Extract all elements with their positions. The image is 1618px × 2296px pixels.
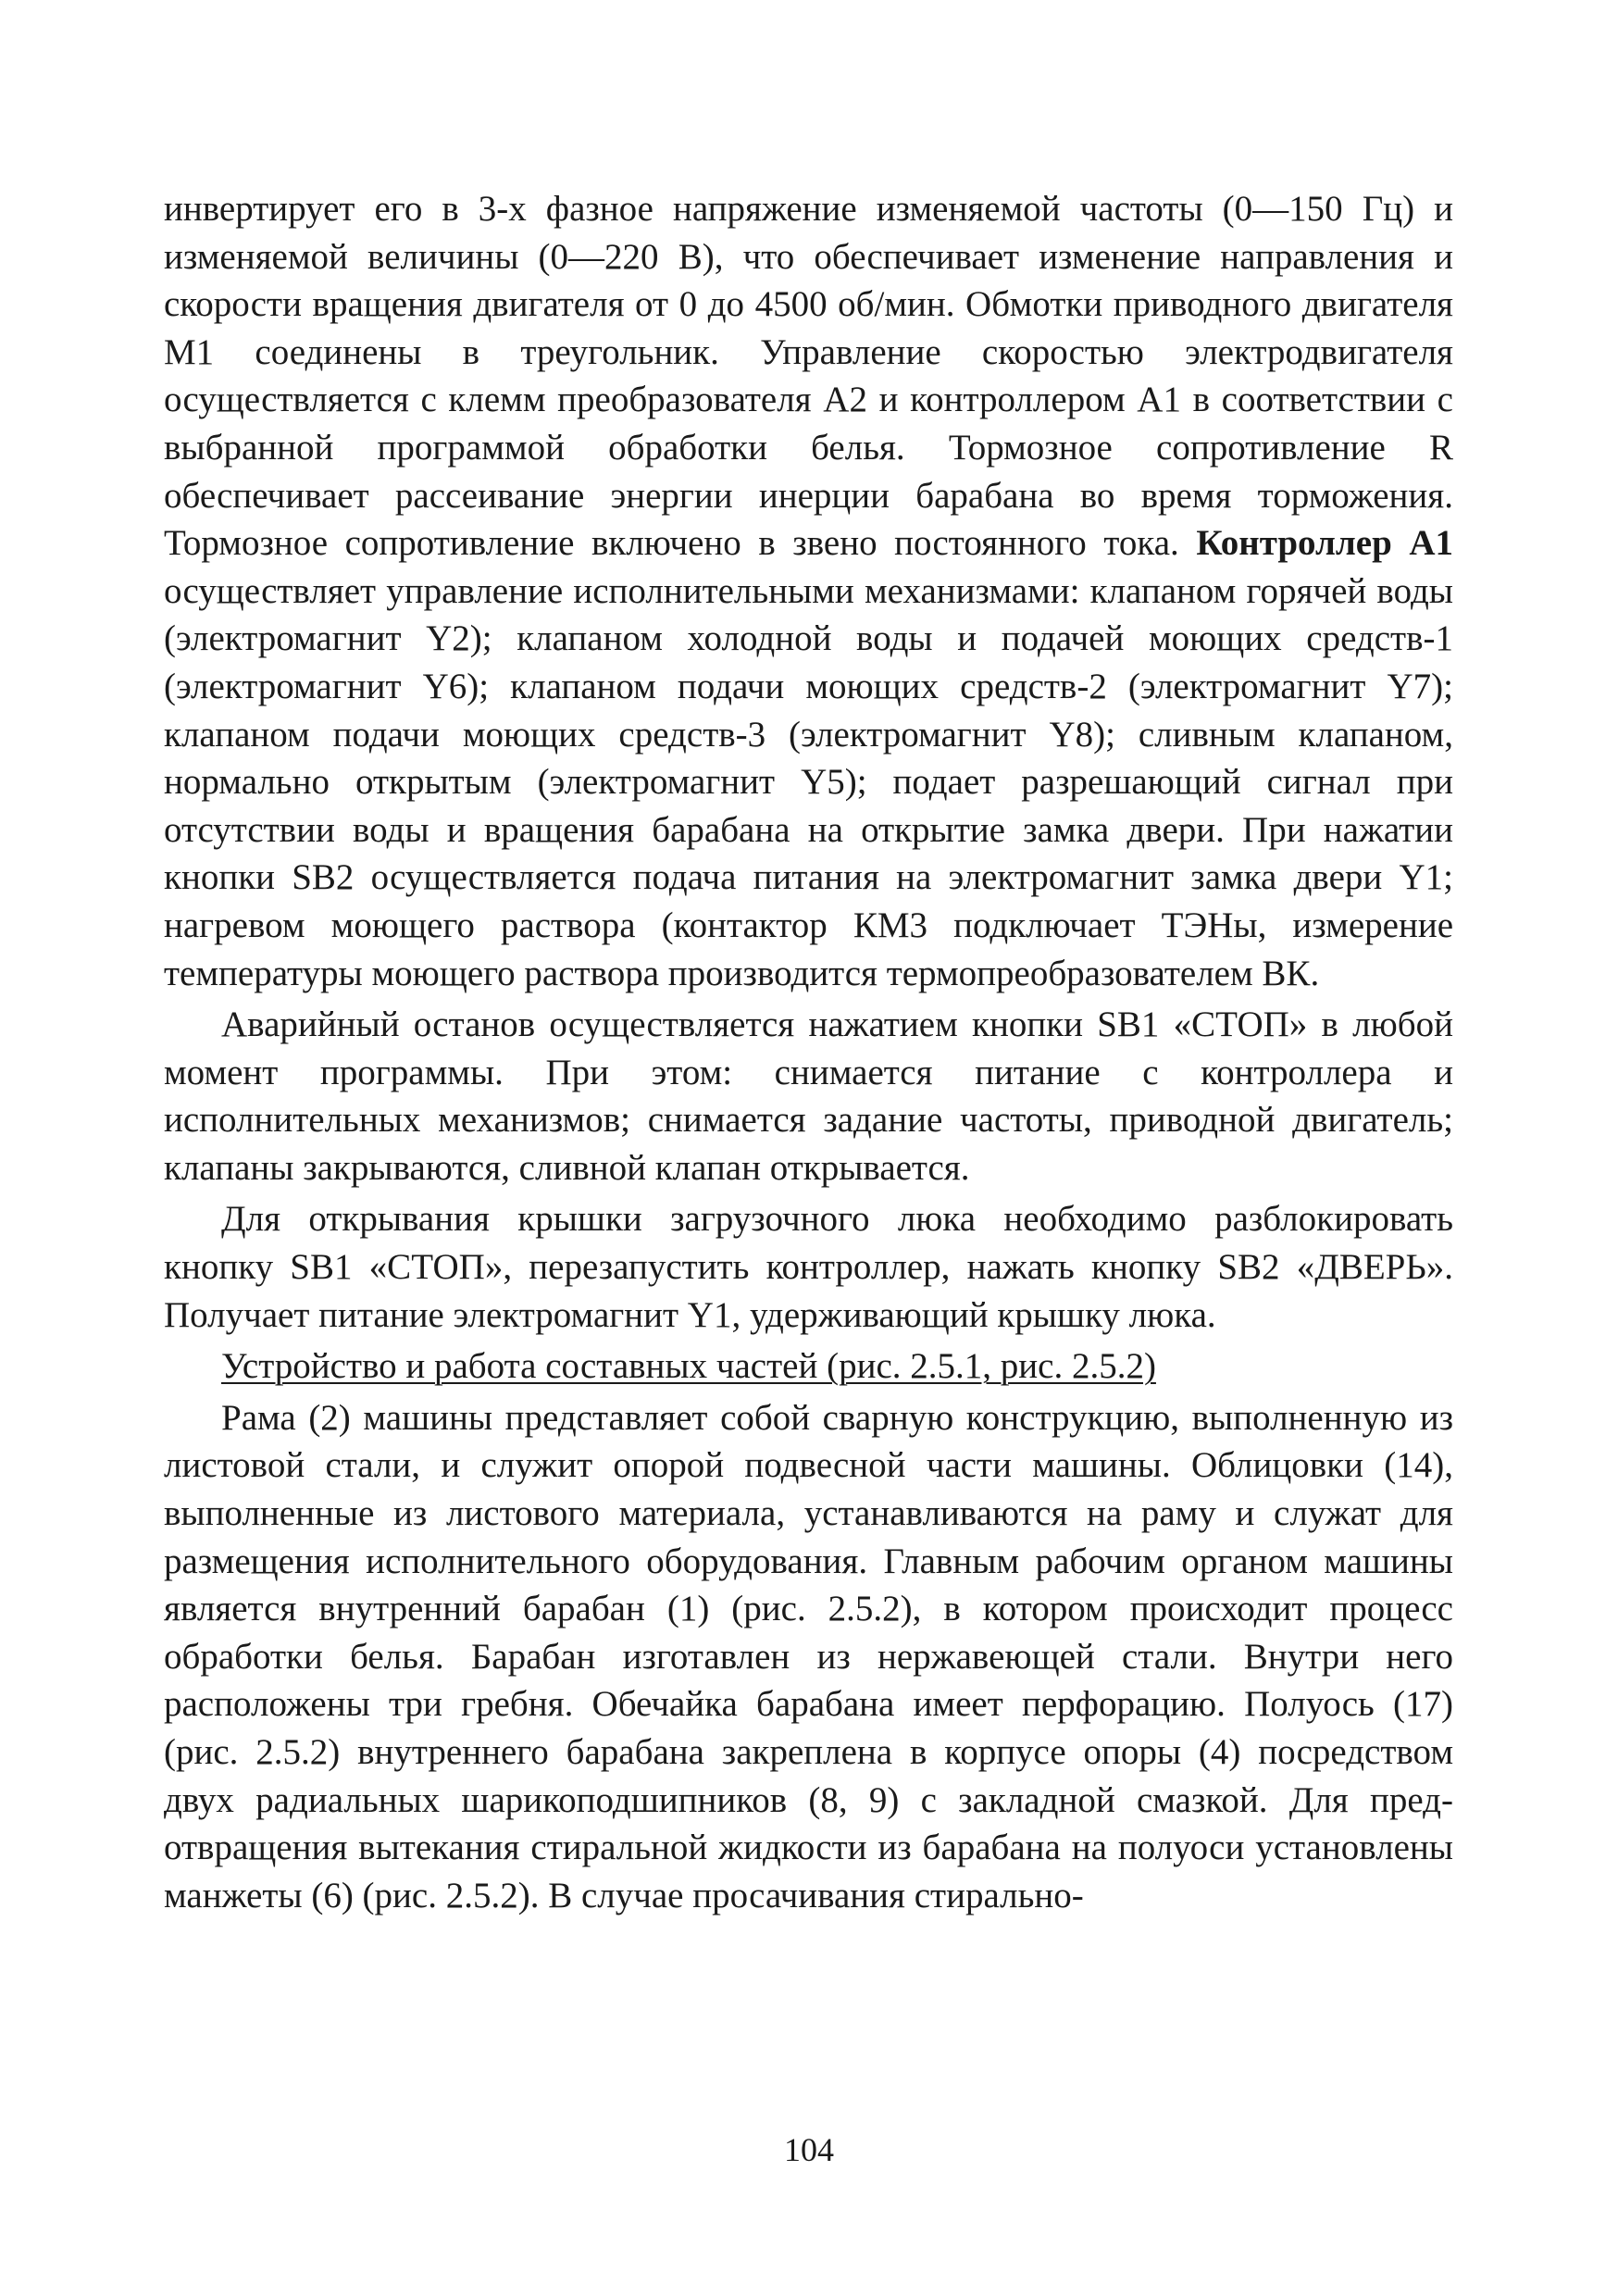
section-heading: Устройство и работа составных частей (рис. 2.5.1, рис. 2.5.2) xyxy=(221,1346,1156,1387)
paragraph-text: Аварийный останов осуществляется нажатием кнопки SB1 «СТОП» в любой момент программы. При этом: снимается питание с контроллера и исполнительных механизмов; снимается задание частоты, приводной двигатель; клапаны закрываются, сливной клапан открывается. xyxy=(164,1004,1453,1188)
paragraph-text: Для открывания крышки загрузочного люка необходимо разблокировать кнопку SB1 «СТОП», перезапустить контроллер, нажать кнопку SB2 «ДВЕРЬ». Получает питание электромагнит Y1, удерживающий крышку люка. xyxy=(164,1199,1453,1335)
paragraph-door-opening xyxy=(164,1195,1453,1339)
paragraph-text: инвертирует его в 3-х фазное напряжение изменяемой частоты (0—150 Гц) и изменяемой величины (0—220 В), что обеспечивает изменение направления и скорости вращения двигателя от 0 до 4500 об/мин. Обмотки приводного двигателя М1 соединены в треугольник. Управление скоростью электродвигателя осуществляется с клемм преобразователя А2 и контроллером А1 в соответствии с выбранной программой обработки белья. Тормозное сопротивление R обеспечивает рассеивание энергии инерции барабана во время торможения. Тормозное сопротивление включено в звено постоянного тока. xyxy=(164,189,1453,564)
paragraph-controller-description xyxy=(164,185,1453,997)
bold-term-controller: Контроллер А1 xyxy=(1196,523,1454,564)
paragraph-frame-description: Рама (2) машины представляет собой сварную конструкцию, выполненную из листовой стали, и служит опорой подвесной части машины. Облицовки (14), выполненные из листового материала, устанавливаются на раму и служат для размещения исполнительного оборудования. Главным рабочим органом машины является внутренний барабан (1) (рис. 2.5.2), в котором происходит процесс обработки белья. Барабан изготавлен из нержавеющей стали. Внутри него расположены три гребня. Обечайка барабана имеет перфорацию. Полуось (17) (рис. 2.5.2) внутреннего барабана закреплена в корпусе опоры (4) посредством двух радиальных шарикоподшипников (8, 9) с закладной смазкой. Для предотвращения вытекания стиральной жидкости из барабана на полуоси установлены манжеты (6) (рис. 2.5.2). В случае просачивания стирально- xyxy=(164,1397,1453,1915)
paragraph-emergency-stop xyxy=(164,1001,1453,1192)
document-page xyxy=(164,185,1453,1919)
paragraph-text: осуществляет управление исполнительными механизмами: клапаном горячей воды (электромагнит Y2); клапаном холодной воды и подачей моющих средств-1 (электромагнит Y6); клапаном подачи моющих средств-2 (электромагнит Y7); клапаном подачи моющих средств-3 (электромагнит Y8); сливным клапаном, нормально открытым (электромагнит Y5); подает разрешающий сигнал при отсутствии воды и вращения барабана на открытие замка двери. При нажатии кнопки SB2 осуществляется подача питания на электромагнит замка двери Y1; нагревом моющего раствора (контактор КМ3 подключает ТЭНы, измерение температуры моющего раствора производится термопреобразователем ВК. xyxy=(164,570,1453,993)
page-number: 104 xyxy=(784,2131,834,2168)
